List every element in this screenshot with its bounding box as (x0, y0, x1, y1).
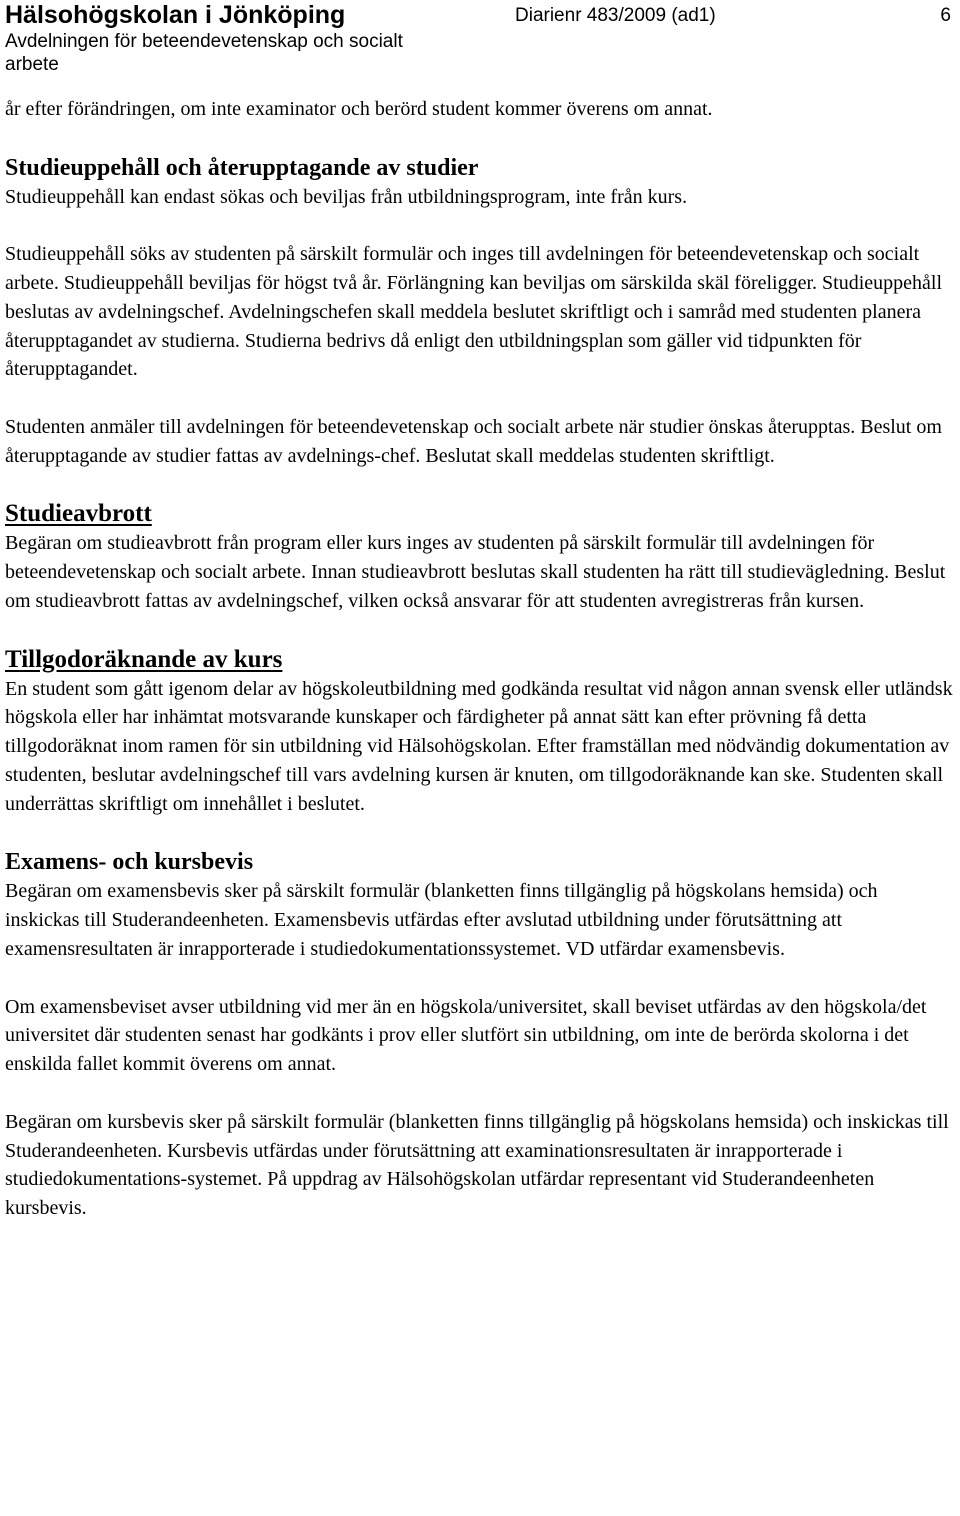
section-heading-studieuppehall: Studieuppehåll och återupptagande av studier (5, 154, 479, 181)
paragraph: En student som gått igenom delar av högskoleutbildning med godkända resultat vid någon annan svensk eller utländsk högskola eller har inhämtat motsvarande kunskaper och färdigheter på annat sätt kan efter prövning få detta tillgodoräknat inom ramen för sin utbildning vid Hälsohögskolan. Efter framställan med nödvändig dokumentation av studenten, beslutar avdelningschef till vars avdelning kursen är knuten, om tillgodoräknande kan ske. Studenten skall underrättas skriftligt om innehållet i beslutet. (5, 677, 953, 815)
section-heading-examensbevis: Examens- och kursbevis (5, 849, 254, 876)
document-body (5, 95, 955, 1223)
paragraph: Studenten anmäler till avdelningen för beteendevetenskap och socialt arbete när studier önskas återupptas. Beslut om återupptagande av studier fattas av avdelnings-chef. Beslutat skall meddelas studenten skriftligt. (5, 415, 942, 467)
intro-paragraph: år efter förändringen, om inte examinator och berörd student kommer överens om annat. (5, 98, 713, 120)
paragraph: Studieuppehåll kan endast sökas och beviljas från utbildningsprogram, inte från kurs. (5, 185, 688, 208)
header-subtitle: Avdelningen för beteendevetenskap och socialt arbete (5, 31, 403, 75)
paragraph: Begäran om examensbevis sker på särskilt formulär (blanketten finns tillgänglig på högskolans hemsida) och inskickas till Studerandeenheten. Examensbevis utfärdas efter avslutad utbildning under förutsättning att examensresultaten är inrapporterade i studiedokumentationssystemet. VD utfärdar examensbevis. (5, 880, 878, 960)
page-number: 6 (940, 5, 951, 26)
header-diarienr: Diarienr 483/2009 (ad1) (515, 5, 716, 26)
section-heading-tillgodoraknande: Tillgodoräknande av kurs (5, 645, 283, 673)
paragraph: Begäran om studieavbrott från program eller kurs inges av studenten på särskilt formulär till avdelningen för beteendevetenskap och socialt arbete. Innan studieavbrott beslutas skall studenten ha rätt till studievägledning. Beslut om studieavbrott fattas av avdelningschef, vilken också ansvarar för att studenten avregistreras från kursen. (5, 532, 946, 612)
paragraph: Begäran om kursbevis sker på särskilt formulär (blanketten finns tillgänglig på högskolans hemsida) och inskickas till Studerandeenheten. Kursbevis utfärdas under förutsättning att examinationsresultaten är inrapporterade i studiedokumentations-systemet. På uppdrag av Hälsohögskolan utfärdar representant vid Studerandeenheten kursbevis. (5, 1110, 949, 1220)
section-heading-studieavbrott: Studieavbrott (5, 500, 152, 528)
paragraph: Om examensbeviset avser utbildning vid mer än en högskola/universitet, skall beviset utfärdas av den högskola/det universitet där studenten senast har godkänts i prov eller slutfört sin utbildning, om inte de berörda skolorna i det enskilda fallet kommit överens om annat. (5, 995, 927, 1076)
header-title: Hälsohögskolan i Jönköping (5, 1, 346, 29)
paragraph: Studieuppehåll söks av studenten på särskilt formulär och inges till avdelningen för beteendevetenskap och socialt arbete. Studieuppehåll beviljas för högst två år. Förlängning kan beviljas om särskilda skäl föreligger. Studieuppehåll beslutas av avdelningschef. Avdelningschefen skall meddela beslutet skriftligt och i samråd med studenten planera återupptagandet av studierna. Studierna bedrivs då enligt den utbildningsplan som gäller vid tidpunkten för återupptagandet. (5, 243, 943, 381)
